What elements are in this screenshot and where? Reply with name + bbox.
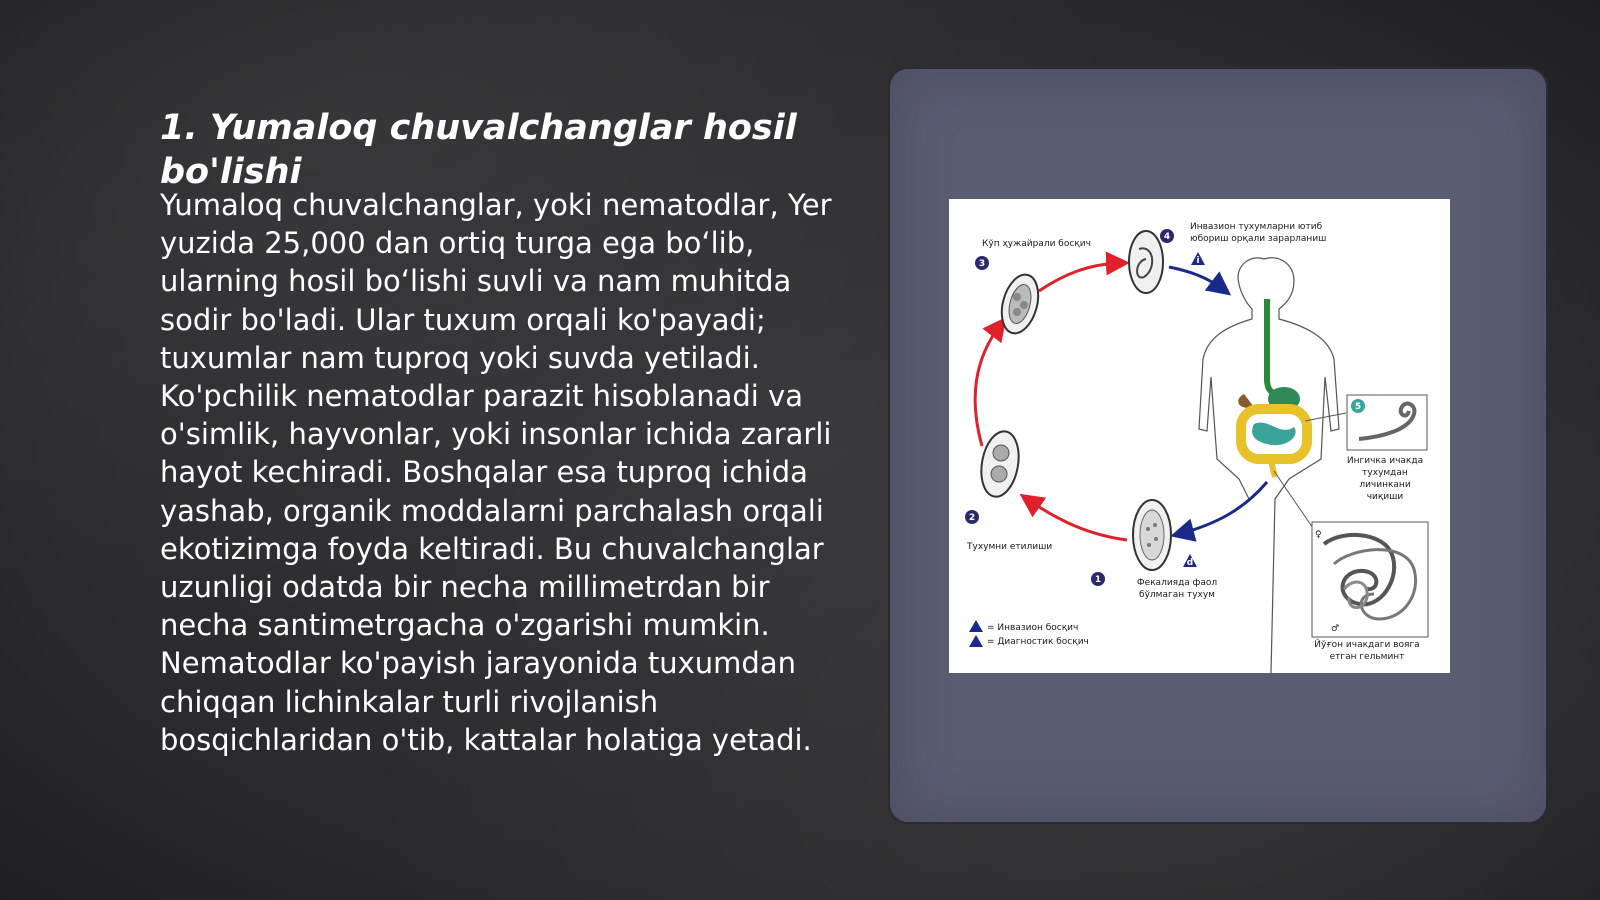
stage5-label-line2: тухумдан — [1362, 468, 1408, 478]
arrow-stage3-to-4 — [1039, 263, 1121, 291]
svg-text:3: 3 — [978, 259, 986, 269]
stage1-label-line2: бўлмаган тухум — [1139, 590, 1215, 600]
svg-text:5: 5 — [1354, 402, 1362, 412]
female-symbol: ♀ — [1315, 530, 1322, 540]
stage-badge-4 — [1160, 229, 1174, 243]
slide-body-text: Yumaloq chuvalchanglar, yoki nematodlar, Yer yuzida 25,000 dan ortiq turga ega bo‘lib, ularning hosil bo‘lishi suvli va nam muhitda sodir bo'ladi. Ular tuxum orqali ko'payadi; tuxumlar nam tuproq yoki suvda yetiladi. Ko'pchilik nematodlar parazit hisoblanadi va o'simlik, hayvonlar, yoki insonlar ichida zararli hayot kechiradi. Boshqalar esa tuproq ichida yashab, organik moddalarni parchalash orqali ekotizimga foyda keltiradi. Bu chuvalchanglar uzunligi odatda bir necha millimetrdan bir necha santimetrgacha o'zgarishi mumkin. Nematodlar ko'payish jarayonida tuxumdan chiqqan lichinkalar turli rivojlanish bosqichlaridan o'tib, kattalar holatiga yetadi. — [160, 188, 832, 757]
arrow-stage2-to-3 — [975, 324, 1001, 446]
stage5-label-line4: чиқиши — [1366, 492, 1404, 502]
legend — [969, 620, 1089, 647]
slide-title: 1. Yumaloq chuvalchanglar hosil bo'lishi — [160, 108, 797, 192]
infective-marker-icon — [1191, 252, 1205, 266]
stage1-label-line1: Фекалияда фаол — [1136, 578, 1218, 588]
stage2-label: Тухумни етилиши — [967, 542, 1053, 552]
arrow-stage1-to-2 — [1027, 499, 1127, 540]
stage5-label-line1: Ингичка ичакда — [1346, 456, 1424, 466]
stage5-label-line3: личинкани — [1359, 480, 1411, 490]
male-symbol: ♂ — [1331, 624, 1340, 634]
adult-worms-box — [1312, 522, 1428, 637]
stage-badge-3 — [975, 256, 989, 270]
egg-stage3-icon — [996, 271, 1044, 338]
adult-label-line2: етган гельминт — [1329, 652, 1405, 662]
egg-stage4-icon — [1129, 231, 1163, 293]
legend-diagnostic-label: = Диагностик босқич — [987, 637, 1089, 647]
lifecycle-diagram — [949, 199, 1450, 673]
egg-stage1-icon — [1133, 500, 1171, 570]
adult-label-line1: Йўғон ичакдаги вояга — [1314, 640, 1420, 650]
stage-badge-2 — [965, 510, 979, 524]
arrow-host-to-stage1 — [1179, 482, 1267, 534]
stage-badge-1 — [1091, 572, 1105, 586]
egg-stage2-icon — [977, 428, 1024, 499]
stage3-label: Кўп ҳужайрали босқич — [982, 239, 1091, 249]
stage4-label-line1: Инвазион тухумларни ютиб — [1190, 222, 1323, 232]
arrow-stage4-to-host — [1169, 267, 1224, 290]
stage4-label-line2: юбориш орқали зарарланиш — [1190, 234, 1327, 244]
stage-badge-5 — [1351, 399, 1365, 413]
svg-text:i: i — [1196, 256, 1200, 266]
lifecycle-diagram-svg — [949, 199, 1450, 673]
diagnostic-marker-icon — [1183, 554, 1197, 568]
svg-text:4: 4 — [1163, 232, 1171, 242]
legend-infective-label: = Инвазион босқич — [987, 623, 1079, 633]
svg-text:d: d — [1186, 558, 1194, 568]
svg-text:1: 1 — [1094, 575, 1102, 585]
svg-text:2: 2 — [968, 513, 976, 523]
